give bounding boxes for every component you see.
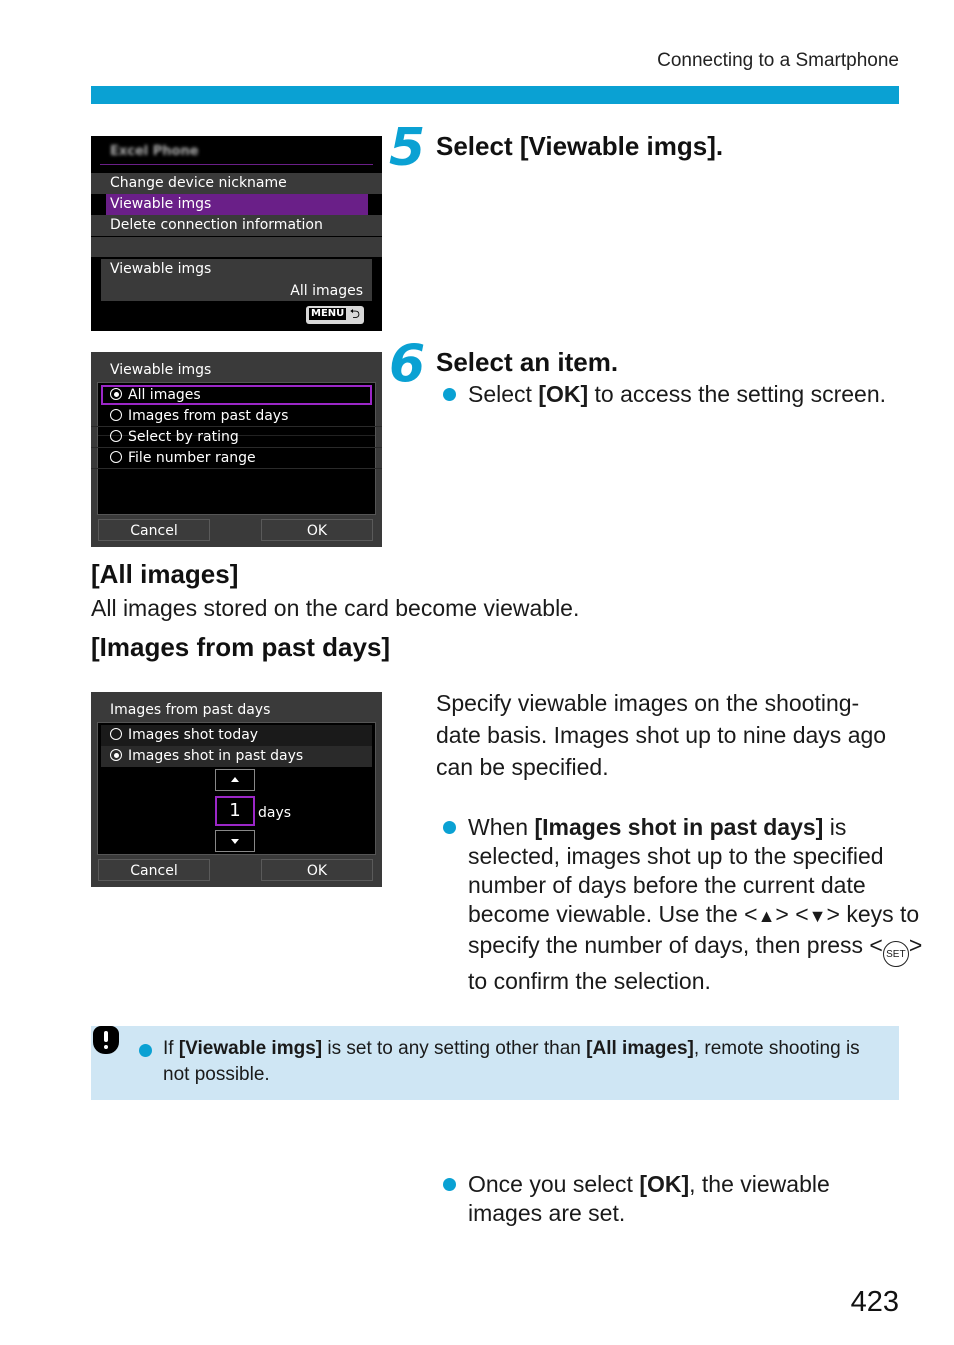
- caution-icon: [93, 1026, 119, 1054]
- running-header: Connecting to a Smartphone: [657, 50, 899, 71]
- past-days-bullet-2: Once you select [OK], the viewable images are set.: [436, 1170, 898, 1228]
- radio-selected-icon: [110, 388, 122, 400]
- option-all-images[interactable]: All images: [91, 385, 382, 406]
- step-5-title: Select [Viewable imgs].: [436, 131, 724, 161]
- menu-item-delete-connection[interactable]: Delete connection information: [91, 215, 382, 236]
- menu-back-button[interactable]: [306, 306, 364, 324]
- ok-button[interactable]: OK: [261, 519, 373, 541]
- camera-screen-menu: [91, 136, 382, 331]
- radio-icon: [110, 728, 122, 740]
- option-images-shot-today[interactable]: Images shot today: [101, 725, 372, 746]
- menu-item-viewable-imgs[interactable]: Viewable imgs: [106, 194, 368, 215]
- page-number: 423: [850, 1286, 899, 1318]
- step-6-number: 6: [389, 334, 426, 394]
- down-key-icon: ▼: [808, 906, 827, 926]
- step-5-number: 5: [389, 118, 426, 178]
- days-value-field[interactable]: 1: [215, 796, 255, 826]
- option-images-shot-in-past-days[interactable]: Images shot in past days: [101, 746, 372, 767]
- ok-button[interactable]: OK: [261, 859, 373, 881]
- info-box: [101, 259, 372, 301]
- camera-screen-past-days: [91, 692, 382, 887]
- arrow-down-icon: [231, 839, 239, 844]
- past-days-heading: [Images from past days]: [91, 632, 391, 662]
- info-value: All images: [290, 283, 363, 299]
- arrow-up-icon: [231, 777, 239, 782]
- menu-spacer: [91, 237, 382, 257]
- screen-title: Images from past days: [110, 702, 271, 718]
- screen-title: Viewable imgs: [110, 362, 212, 378]
- option-images-from-past-days[interactable]: Images from past days: [91, 406, 382, 427]
- header-bar: [91, 86, 899, 104]
- cancel-button[interactable]: Cancel: [98, 519, 210, 541]
- radio-selected-icon: [110, 749, 122, 761]
- set-button-icon: SET: [883, 941, 909, 967]
- past-days-intro: Specify viewable images on the shooting-date basis. Images shot up to nine days ago can be specified.: [436, 690, 887, 780]
- option-file-number-range[interactable]: File number range: [91, 448, 382, 469]
- menu-item-change-nickname[interactable]: Change device nickname: [91, 173, 382, 194]
- back-arrow-icon: ⮌: [349, 307, 360, 322]
- decrease-days-button[interactable]: [215, 830, 255, 852]
- days-unit-label: days: [258, 805, 292, 821]
- radio-icon: [110, 430, 122, 442]
- info-label: Viewable imgs: [110, 261, 212, 277]
- past-days-bullet-1: When [Images shot in past days] is selected, images shot up to the specified number of days before the current date become viewable. Use the <▲> <▼> keys to specify the number of days, then press < SET > to confirm the selection.: [436, 813, 938, 996]
- radio-icon: [110, 451, 122, 463]
- step-6-title: Select an item.: [436, 347, 619, 377]
- caution-note: [91, 1026, 899, 1100]
- camera-screen-viewable-imgs: [91, 352, 382, 547]
- all-images-heading: [All images]: [91, 559, 239, 589]
- title-underline: [100, 164, 373, 165]
- note-bullet: [139, 1044, 152, 1057]
- screen-title: Excel Phone: [110, 144, 199, 159]
- radio-icon: [110, 409, 122, 421]
- up-key-icon: ▲: [757, 906, 776, 926]
- step-6-bullet: Select [OK] to access the setting screen.: [436, 380, 888, 409]
- menu-key-icon: MENU: [311, 308, 345, 319]
- cancel-button[interactable]: Cancel: [98, 859, 210, 881]
- option-select-by-rating[interactable]: Select by rating: [91, 427, 382, 448]
- increase-days-button[interactable]: [215, 769, 255, 791]
- all-images-text: All images stored on the card become viewable.: [91, 595, 580, 621]
- note-text: If [Viewable imgs] is set to any setting other than [All images], remote shooting is not possible.: [163, 1038, 860, 1085]
